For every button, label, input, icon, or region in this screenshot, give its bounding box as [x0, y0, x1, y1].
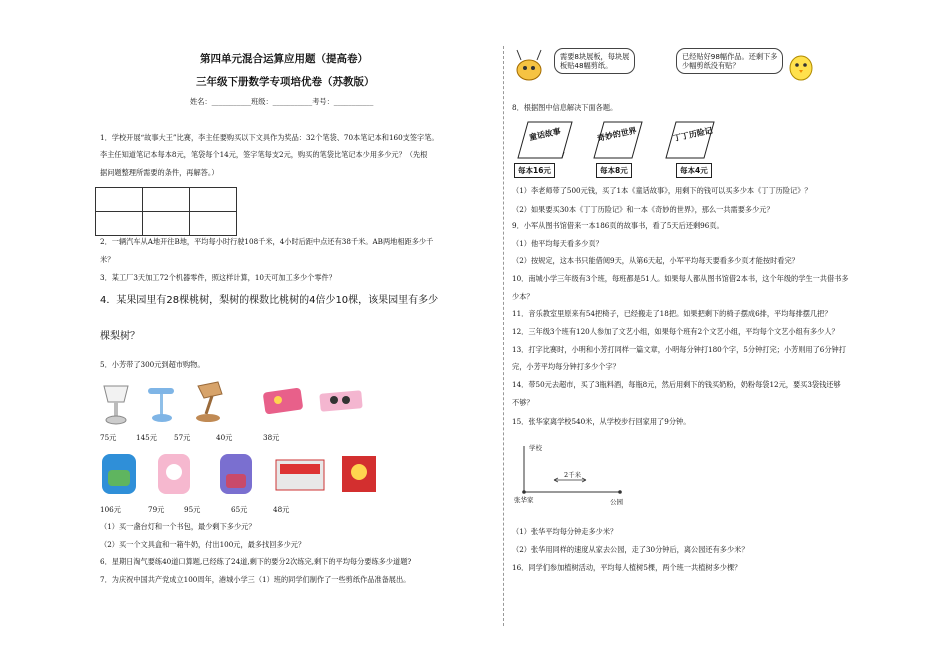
- pencil-case-icon: [263, 387, 304, 414]
- q3-text: 3．某工厂3天加工72个机器零件，照这样计算，10天可加工多少个零件？: [100, 273, 336, 282]
- price-milk-case: 48元: [273, 505, 290, 514]
- q5-products-row1: [98, 380, 398, 428]
- q12-text: 12．三年级3个班有120人参加了文艺小组，如果每个班有2个文艺小组，平均每个文艺小组有多少人？: [512, 327, 839, 336]
- q14-line1: 14．带50元去超市，买了3瓶料酒，每瓶8元，然后用剩下的钱买奶粉，奶粉每袋12元，要买3袋钱还够: [512, 380, 841, 389]
- arm-lamp-icon: [196, 382, 222, 422]
- q8-sub1: （1）李老师带了500元钱，买了1本《童话故事》，用剩下的钱可以买多少本《丁丁历险记》？: [512, 186, 812, 195]
- q9-intro: 9．小军从图书馆借来一本186页的故事书，看了5天后还剩96页。: [512, 221, 724, 230]
- bubble-right: [676, 48, 783, 74]
- diagram-label-school: 学校: [529, 444, 542, 452]
- bubble-left-line1: 需要8块展板，每块展: [560, 52, 630, 61]
- book-price-wonderful-world: 每本8元: [596, 163, 632, 178]
- chick-cartoon-icon: [786, 46, 816, 82]
- q9-sub2: （2）按规定，这本书只能借阅9天，从第6天起，小军平均每天要看多少页才能按时看完？: [512, 256, 799, 265]
- milk-case-icon: [342, 456, 376, 492]
- q4-line2: 棵梨树？: [100, 331, 140, 342]
- price-backpack-pink: 79元: [148, 505, 165, 514]
- title-unit: 第四单元混合运算应用题（提高卷）: [200, 53, 368, 65]
- q1-line1: 1．学校开展“故事大王”比赛，李主任要购买以下文具作为奖品：32个笔袋、70本笔记本和160支签字笔。: [100, 133, 439, 142]
- price-backpack-purple: 95元: [184, 505, 201, 514]
- q15-sub1: （1）张华平均每分钟走多少米？: [512, 527, 618, 536]
- price-arm-lamp: 57元: [174, 433, 191, 442]
- q8-sub2: （2）如果要买30本《丁丁历险记》和一本《奇妙的世界》，那么一共需要多少元？: [512, 205, 774, 214]
- table-cell[interactable]: [96, 212, 143, 236]
- q14-line2: 不够？: [512, 398, 534, 407]
- student-info-line: 姓名：___________班级：___________考号：___________: [190, 97, 374, 106]
- q2-line1: 2．一辆汽车从A地开往B地，平均每小时行驶108千米，4小时后距中点还有38千米。AB两地相距多少千: [100, 237, 434, 246]
- q8-intro: 8．根据图中信息解决下面各题。: [512, 103, 618, 112]
- q1-line3: 据问题整理所需要的条件，再解答。）: [100, 168, 219, 177]
- q5-intro: 5．小芳带了300元到超市购物。: [100, 360, 205, 369]
- q5-sub1: （1）买一盏台灯和一个书包，最少剩下多少元？: [100, 522, 256, 531]
- book-price-fairy-tale: 每本16元: [514, 163, 555, 178]
- price-backpack-blue: 106元: [100, 505, 121, 514]
- diagram-label-park: 公园: [610, 498, 623, 506]
- table-lamp-icon: [104, 386, 128, 424]
- q15-intro: 15．张华家离学校540米，从学校步行回家用了9分钟。: [512, 417, 691, 426]
- q6-text: 6．星期日淘气要练40道口算题,已经练了24道,剩下的要分2次练完,剩下的平均每分要练多少道题?: [100, 557, 412, 566]
- q5-products-row2: [98, 448, 398, 500]
- q2-line2: 米？: [100, 255, 115, 264]
- q10-line1: 10．南城小学三年级有3个班，每班都是51人。如果每人都从图书馆借2本书，这个年级的学生一共借书多: [512, 274, 849, 283]
- q10-line2: 少本？: [512, 292, 534, 301]
- q16-text: 16．同学们参加植树活动，平均每人植树5棵，两个班一共植树多少棵？: [512, 563, 742, 572]
- diagram-label-home: 张华家: [514, 496, 534, 504]
- bubble-left-line2: 板贴48幅剪纸。: [560, 61, 613, 70]
- table-cell[interactable]: [96, 188, 143, 212]
- book-price-tintin: 每本4元: [676, 163, 712, 178]
- column-divider: [503, 46, 504, 626]
- q7-text: 7．为庆祝中国共产党成立100周年，港城小学三（1）班的同学们制作了一些剪纸作品准备展出。: [100, 575, 411, 584]
- diagram-label-distance: 2千米: [564, 471, 582, 479]
- q9-sub1: （1）他平均每天看多少页？: [512, 239, 603, 248]
- q1-line2: 李主任知道笔记本每本8元，笔袋每个14元，签字笔每支2元，购买的笔袋比笔记本少用多少元？（先根: [100, 150, 428, 159]
- price-desk-lamp: 145元: [136, 433, 157, 442]
- backpack-blue-icon: [102, 454, 136, 494]
- q11-text: 11．音乐教室里原来有54把椅子，已经搬走了18把。如果把剩下的椅子摆成6排，平均每排摆几把？: [512, 309, 832, 318]
- book-title-tintin: 丁丁历险记: [672, 125, 714, 144]
- price-table-lamp: 75元: [100, 433, 117, 442]
- book-title-fairy-tale: 童话故事: [528, 126, 562, 143]
- table-cell[interactable]: [143, 188, 190, 212]
- book-title-wonderful-world: 奇妙的世界: [596, 125, 638, 144]
- title-grade: 三年级下册数学专项培优卷（苏教版）: [196, 76, 375, 88]
- table-cell[interactable]: [190, 188, 237, 212]
- q1-condition-table: [95, 187, 237, 236]
- table-cell[interactable]: [143, 212, 190, 236]
- backpack-pink-icon: [158, 454, 190, 494]
- price-pencil-case-a: 40元: [216, 433, 233, 442]
- q13-line1: 13．打字比赛时，小明和小芳打同样一篇文章，小明每分钟打180个字，5分钟打完；小芳则用了6分钟打: [512, 345, 846, 354]
- bubble-right-line2: 少幅剪纸没有贴？: [682, 61, 740, 70]
- desk-lamp-icon: [148, 388, 174, 422]
- bee-cartoon-icon: [511, 46, 547, 84]
- price-milk-box: 65元: [231, 505, 248, 514]
- backpack-purple-icon: [220, 454, 252, 494]
- pencil-case-mickey-icon: [319, 390, 362, 412]
- q4-line1: 4．某果园里有28棵桃树，梨树的棵数比桃树的4倍少10棵，该果园里有多少: [100, 295, 439, 306]
- table-cell[interactable]: [190, 212, 237, 236]
- q13-line2: 完，小芳平均每分钟打多少个字？: [512, 362, 620, 371]
- price-pencil-case-b: 38元: [263, 433, 280, 442]
- q15-sub2: （2）张华用同样的速度从家去公园，走了30分钟后，离公园还有多少米？: [512, 545, 749, 554]
- bubble-left: [554, 48, 635, 74]
- bubble-right-line1: 已经贴好98幅作品。还剩下多: [682, 52, 778, 61]
- q5-sub2: （2）买一个文具盒和一箱牛奶，付出100元，最多找回多少元？: [100, 540, 306, 549]
- milk-box-icon: [276, 460, 324, 490]
